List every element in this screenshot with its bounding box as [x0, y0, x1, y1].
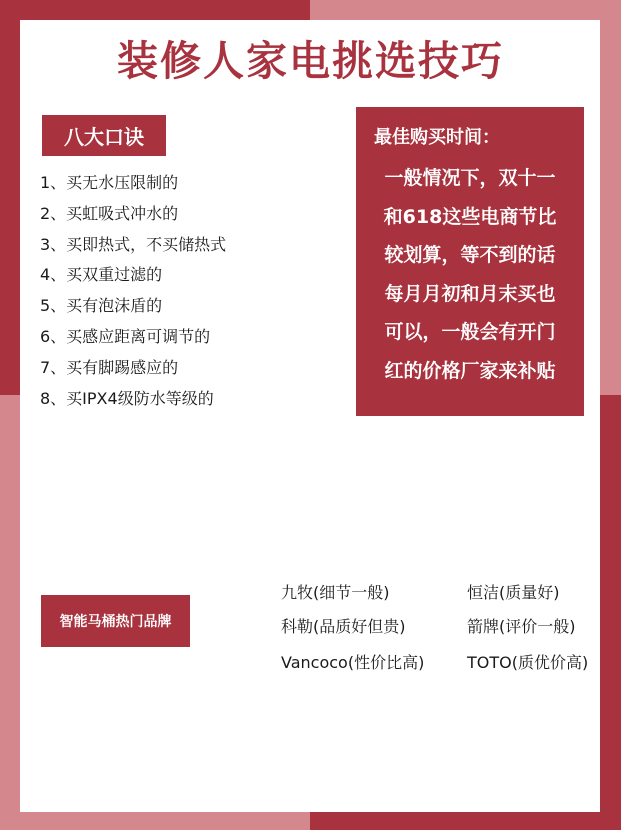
best-time-text: [356, 159, 584, 390]
best-time-line: 红的价格厂家来补贴: [384, 359, 556, 382]
best-time-line: 和618这些电商节比: [383, 205, 557, 228]
tip-item: 7、买有脚踢感应的: [40, 357, 179, 377]
page-title: 装修人家电挑选技巧: [117, 37, 504, 85]
brand-item: 恒洁(质量好): [467, 583, 560, 602]
tip-item: 4、买双重过滤的: [40, 265, 163, 285]
tip-item: 3、买即热式，不买储热式: [40, 234, 227, 254]
best-time-line: 一般情况下，双十一: [384, 167, 556, 189]
brand-item: Vancoco(性价比高): [281, 653, 425, 672]
tip-item: 1、买无水压限制的: [40, 173, 179, 192]
brand-item: TOTO(质优价高): [467, 653, 589, 672]
brand-item: 九牧(细节一般): [281, 583, 390, 602]
best-time-box: [356, 107, 584, 416]
tip-item: 5、买有泡沫盾的: [40, 296, 163, 316]
best-time-line: 每月月初和月末买也: [384, 282, 556, 305]
brands-tag: 智能马桶热门品牌: [41, 595, 190, 647]
best-time-title: 最佳购买时间：: [374, 127, 500, 148]
tips-list: [40, 168, 226, 414]
brand-item: 箭牌(评价一般): [467, 617, 576, 636]
brand-item: 科勒(品质好但贵): [281, 617, 406, 636]
best-time-line: 可以，一般会有开门: [384, 321, 556, 343]
tips-tag: 八大口诀: [42, 115, 166, 156]
tip-item: 2、买虹吸式冲水的: [40, 203, 179, 223]
tip-item: 6、买感应距离可调节的: [40, 326, 211, 346]
best-time-line: 较划算，等不到的话: [384, 244, 556, 266]
tip-item: 8、买IPX4级防水等级的: [40, 388, 214, 408]
